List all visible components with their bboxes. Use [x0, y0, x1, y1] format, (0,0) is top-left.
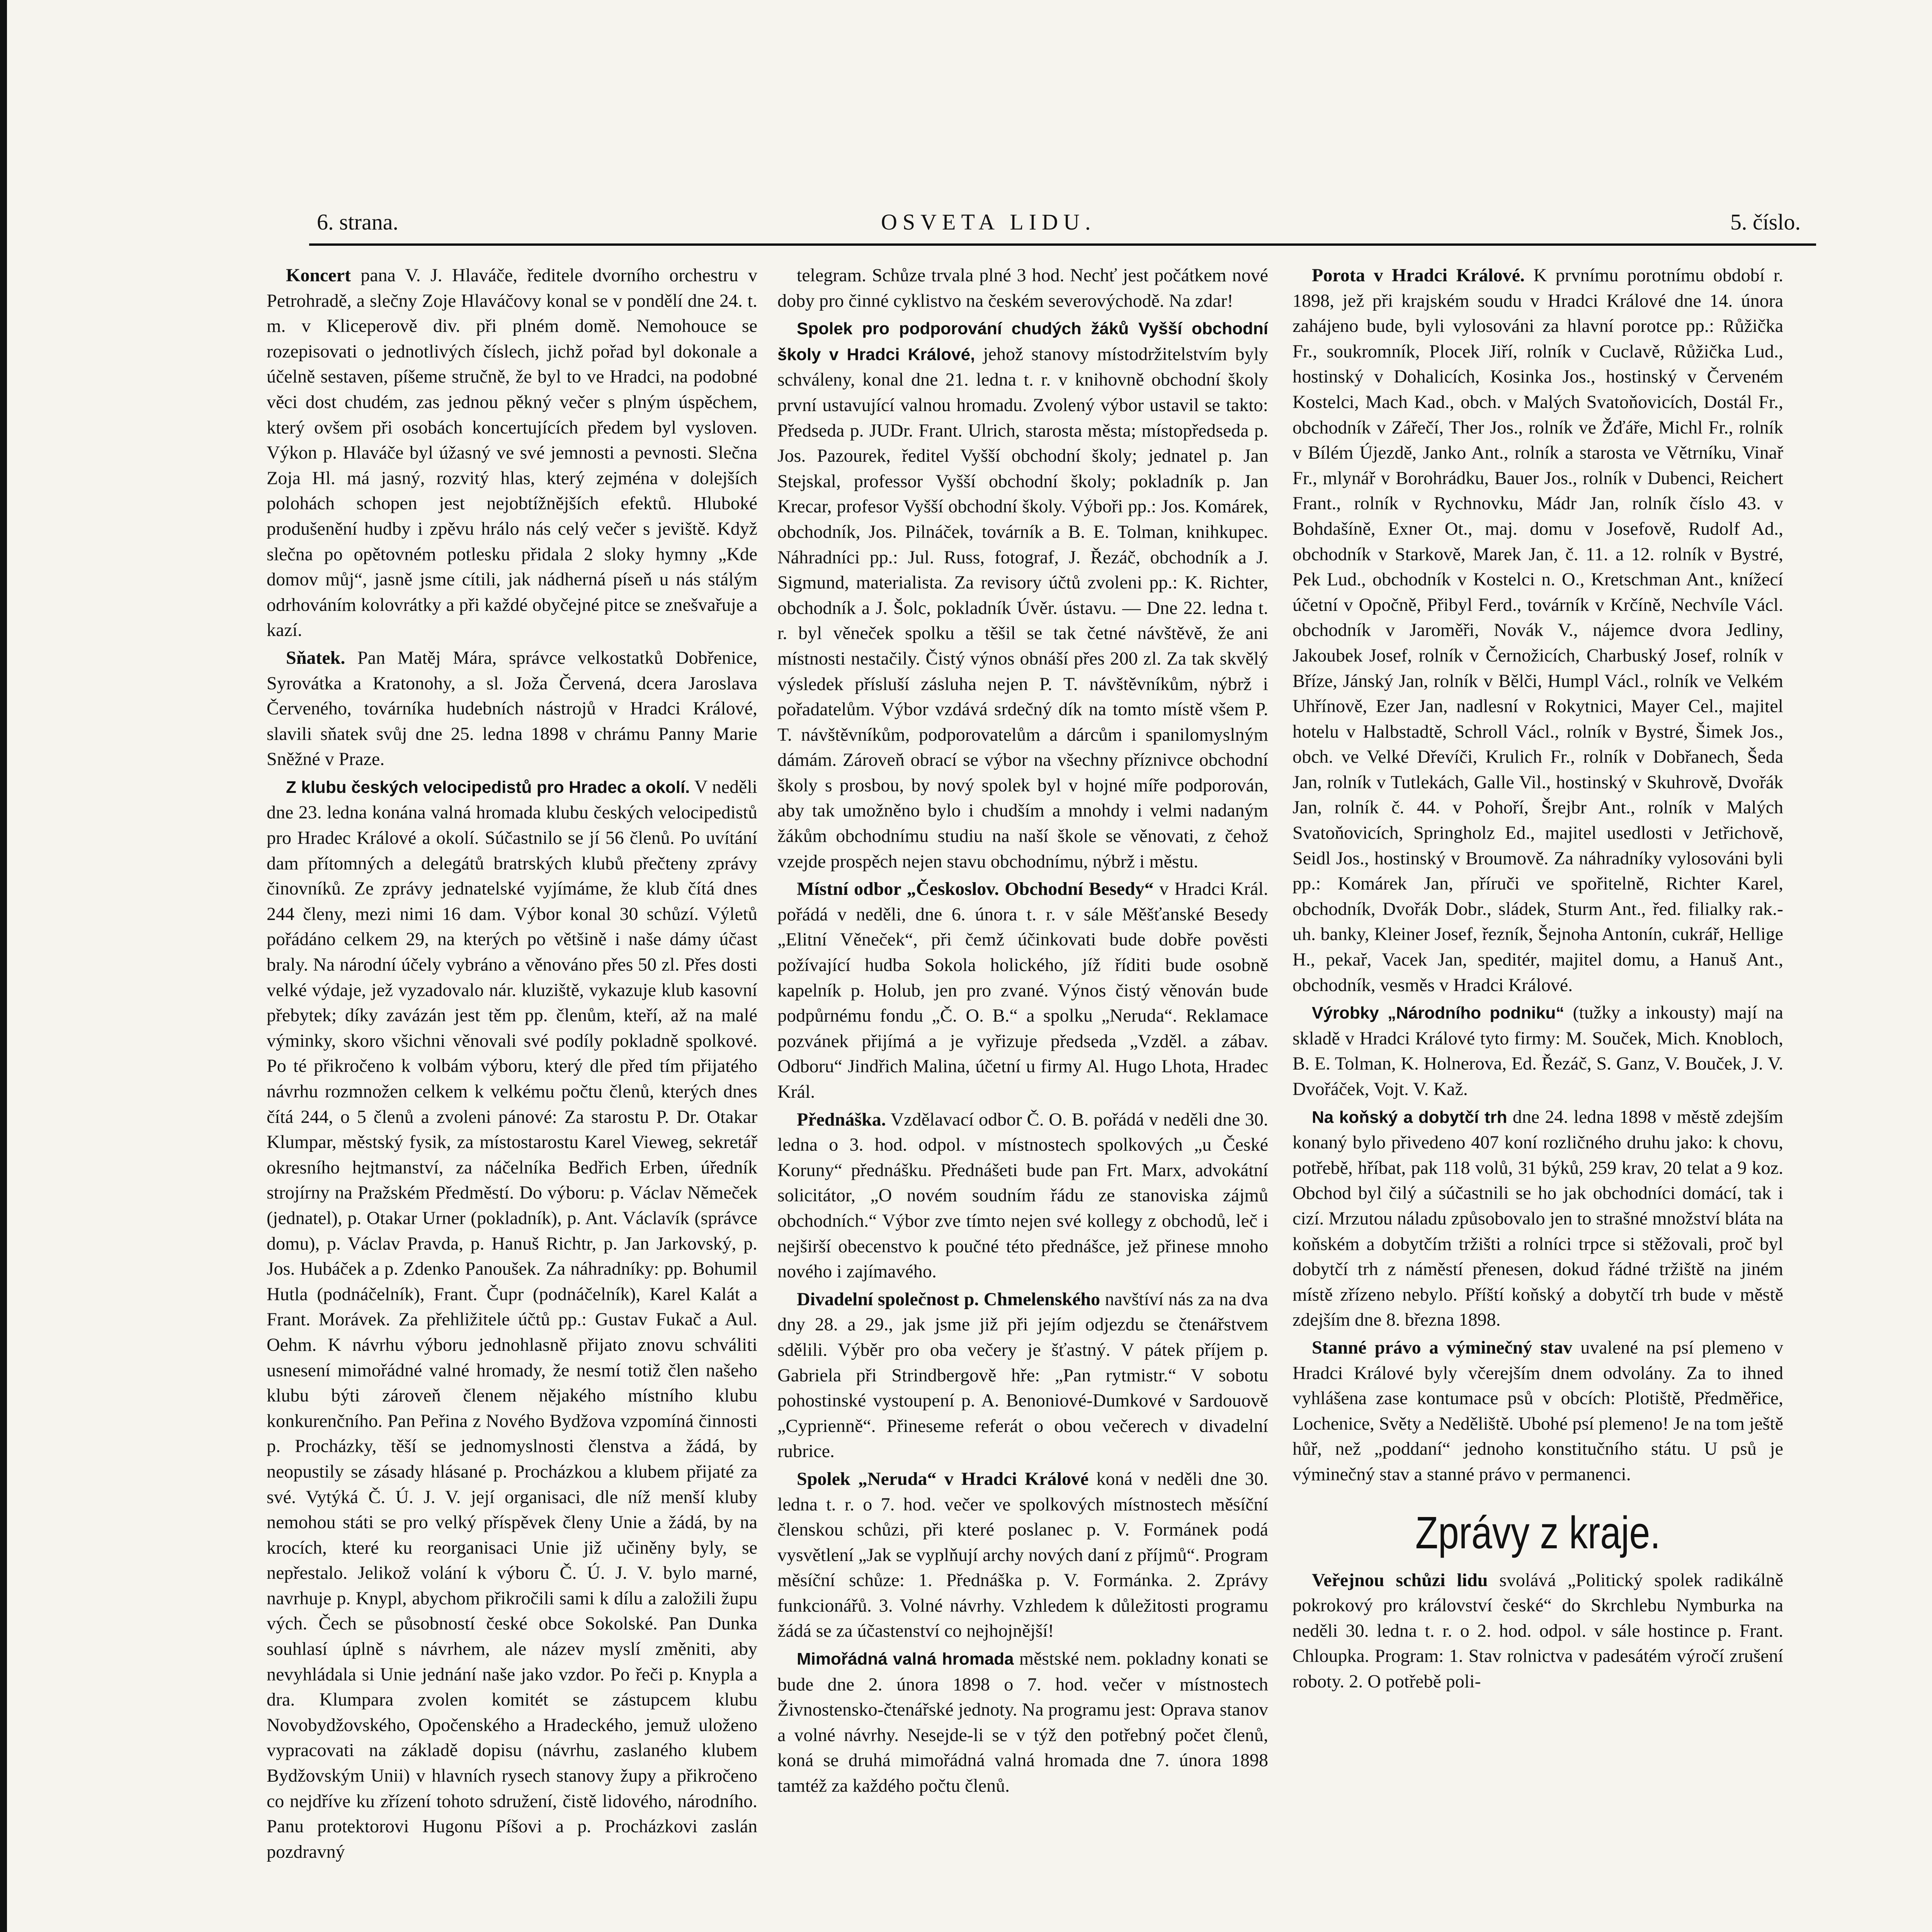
article-body: Vzdělavací odbor Č. O. B. pořádá v neděli dne 30. ledna o 3. hod. odpol. v místnostech spolkových „u České Koruny“ přednášku. Přednášeti bude pan Frt. Marx, advokátní solicitátor, „O novém soudním řádu ze stanoviska zájmů obchodních.“ Výbor zve tímto nejen své kollegy z obchodů, leč i nejširší obecenstvo k poučné této přednášce, jež přinese mnoho nového i zajímavého.	[777, 1109, 1268, 1282]
article-paragraph	[267, 645, 757, 772]
issue-number: 5. číslo.	[1730, 209, 1801, 235]
article-headline: Veřejnou schůzi lidu	[1312, 1570, 1488, 1590]
column-2	[777, 263, 1268, 1932]
newspaper-title: OSVETA LIDU.	[881, 209, 1096, 235]
article-headline: Spolek pro podporování chudých žáků Vyšší obchodní školy v Hradci Králové,	[777, 319, 1268, 364]
article-body: jehož stanovy místodržitelstvím byly schváleny, konal dne 21. ledna t. r. v knihovně obchodní školy první ustavující valnou hromadu. Zvolený výbor ustavil se takto: Předseda p. JUDr. Frant. Ulrich, starosta města; místopředseda p. Jos. Pazourek, ředitel Vyšší obchodní školy; jednatel p. Jan Stejskal, professor Vyšší obchodní školy; pokladník p. Jan Krecar, profesor Vyšší obchodní školy. Výboři pp.: Jos. Komárek, obchodník, Jos. Pilnáček, továrník a B. E. Tolman, knihkupec. Náhradníci pp.: Jul. Russ, fotograf, J. Řezáč, obchodník a J. Sigmund, materialista. Za revisory účtů zvoleni pp.: K. Richter, obchodník a J. Šolc, pokladník Úvěr. ústavu. — Dne 22. ledna t. r. byl věneček spolku a těšil se tak četné návštěvě, že ani místnosti nestačily. Čistý výnos obnáší přes 200 zl. Za tak skvělý výsledek přísluší zásluha nejen P. T. návštěvníkům, nýbrž i pořadatelům. Výbor vzdává srdečný dík na tomto místě všem P. T. návštěvníkům, podporovatelům a dárcům i spanilomyslným dámám. Zároveň obrací se výbor na všechny příznivce obchodní školy s prosbou, by nový spolek byl v hojné míře podporován, aby tak umožněno bylo i chudším a mnohdy i velmi nadaným žákům obchodnímu studiu na naší škole se věnovati, z čehož vzejde prospěch nejen stavu obchodnímu, nýbrž i městu.	[777, 344, 1268, 872]
article-paragraph	[267, 774, 757, 1865]
article-body: telegram. Schůze trvala plné 3 hod. Nechť jest počátkem nové doby pro činné cyklistvo na českém severovýchodě. Na zdar!	[777, 265, 1268, 311]
article-headline: Koncert	[286, 265, 351, 286]
article-body: svolává „Politický spolek radikálně pokrokový pro království české“ do Skrchlebu Nymburka na neděli 30. ledna t. r. o 2. hod. odpol. v sále hostince p. Frant. Chloupka. Program: 1. Stav rolnictva v padesátém výročí zrušení roboty. 2. O potřebě poli-	[1293, 1570, 1783, 1692]
article-body: navštíví nás za na dva dny 28. a 29., jak jsme již při jejím odjezdu se čtenářstvem sdělili. Výběr pro oba večery je šťastný. V pátek příjem p. Gabriela při Strindbergově hře: „Pan rytmistr.“ V sobotu pohostinské vystoupení p. A. Benoniové-Dumkové v Sardouově „Cyprienně“. Přineseme referát o obou večerech v divadelní rubrice.	[777, 1289, 1268, 1462]
article-paragraph	[777, 316, 1268, 874]
article-headline: Porota v Hradci Králové.	[1312, 265, 1525, 286]
article-body: v Hradci Král. pořádá v neděli, dne 6. února t. r. v sále Měšťanské Besedy „Elitní Věneček“, při čemž účinkovati bude dobře pověsti požívající hudba Sokola holického, jíž říditi bude osobně kapelník p. Holub, jen pro zvané. Výnos čistý věnován bude podpůrnému fondu „Č. O. B.“ a spolku „Neruda“. Reklamace pozvánek přijímá a je vyřizuje předseda „Vzděl. a zábav. Odboru“ Jindřich Malina, účetní u firmy Al. Hugo Lhota, Hradec Král.	[777, 879, 1268, 1102]
article-headline: Na koňský a dobytčí trh	[1312, 1107, 1507, 1127]
article-paragraph	[1293, 1335, 1783, 1487]
header-rule	[309, 243, 1816, 246]
article-headline: Výrobky „Národního podniku“	[1312, 1003, 1565, 1023]
column-3	[1293, 263, 1783, 1932]
article-paragraph	[777, 1287, 1268, 1464]
article-headline: Sňatek.	[286, 647, 345, 668]
article-body: Pan Matěj Mára, správce velkostatků Dobřenice, Syrovátka a Kratonohy, a sl. Joža Červená, dcera Jaroslava Červeného, továrníka hudebních nástrojů v Hradci Králové, slavili sňatek svůj dne 25. ledna 1898 v chrámu Panny Marie Sněžné v Praze.	[267, 647, 757, 770]
article-body: (tužky a inkousty) mají na skladě v Hradci Králové tyto firmy: M. Souček, Mich. Knobloch, B. E. Tolman, K. Holnerova, Ed. Řezáč, S. Ganz, V. Bouček, J. V. Dvořáček, Vojt. V. Kaž.	[1293, 1002, 1783, 1099]
article-paragraph	[777, 876, 1268, 1104]
article-paragraph	[267, 263, 757, 643]
article-headline: Spolek „Neruda“ v Hradci Králové	[797, 1468, 1089, 1489]
article-headline: Stanné právo a výminečný stav	[1312, 1337, 1573, 1358]
article-headline: Přednáška.	[797, 1109, 886, 1130]
article-headline: Mimořádná valná hromada	[797, 1650, 1014, 1669]
article-body: uvalené na psí plemeno v Hradci Králové byly včerejším dnem odvolány. Za to ihned vyhlášena zase kontumace psů v obcích: Plotiště, Předměřice, Lochenice, Světy a Neděliště. Ubohé psí plemeno! Je na tom ještě hůř, než „poddaní“ jednoho konstitučního státu. U psů je výminečný stav a stanné právo v permanenci.	[1293, 1337, 1783, 1485]
article-paragraph	[777, 1646, 1268, 1799]
article-headline: Divadelní společnost p. Chmelenského	[797, 1289, 1100, 1310]
article-paragraph	[777, 1466, 1268, 1644]
article-body: K prvnímu porotnímu období r. 1898, jež při krajském soudu v Hradci Králové dne 14. února zahájeno bude, byli vylosováni za hlavní porotce pp.: Růžička Fr., soukromník, Plocek Jiří, rolník v Cuclavě, Růžička Lud., hostinský v Dohalicích, Kosinka Jos., hostinský v Červeném Kostelci, Mach Kad., obch. v Malých Svatoňovicích, Dostál Fr., obchodník v Zářečí, Ther Jos., rolník ve Žďáře, Michl Fr., rolník v Bílém Újezdě, Janko Ant., rolník a starosta ve Větrníku, Vinař Fr., mlynář v Borohrádku, Bauer Jos., rolník v Dubenci, Reichert Frant., rolník v Rychnovku, Mádr Jan, rolník číslo 43. v Bohdašíně, Exner Ot., maj. domu v Josefově, Rudolf Ad., obchodník v Starkově, Marek Jan, č. 11. a 12. rolník v Bystré, Pek Lud., obchodník v Kostelci n. O., Kretschman Ant., knížecí účetní v Opočně, Přibyl Ferd., továrník v Krčíně, Nechvíle Václ. obchodník v Jaroměři, Novák V., nájemce dvora Jedliny, Jakoubek Josef, rolník v Černožicích, Charbuský Josef, rolník v Bříze, Jánský Jan, rolník v Bělči, Humpl Václ., rolník ve Velkém Uhřínově, Ezer Jan, nadlesní v Rokytnici, Mayer Cel., majitel hotelu v Halbstadtě, Schroll Václ., rolník v Bystré, Šimek Jos., obch. ve Velké Dřevíči, Krulich Fr., rolník v Dobřanech, Šeda Jan, rolník v Tutlekách, Galle Vil., hostinský v Skuhrově, Dvořák Jan, rolník č. 44. v Pohoří, Šrejbr Ant., rolník v Malých Svatoňovicích, Springholz Ed., majitel usedlosti v Jetřichově, Seidl Jos., hostinský v Broumově. Za náhradníky vylosováni byli pp.: Komárek Jan, příruči ve spořitelně, Richter Karel, obchodník, Dvořák Dobr., sládek, Sturm Ant., řed. filialky rak.-uh. banky, Kleiner Josef, řezník, Šejnoha Antonín, cukrář, Hellige H., pekař, Vacek Jan, speditér, majitel domu, a Hanuš Ant., obchodník, vesměs v Hradci Králové.	[1293, 265, 1783, 995]
page-number: 6. strana.	[317, 209, 398, 235]
article-paragraph	[1293, 1000, 1783, 1102]
article-headline: Místní odbor „Českoslov. Obchodní Besedy“	[797, 879, 1154, 900]
article-paragraph	[1293, 263, 1783, 998]
article-body: pana V. J. Hlaváče, ředitele dvorního orchestru v Petrohradě, a slečny Zoje Hlaváčovy konal se v pondělí dne 24. t. m. v Kliceperově div. při plném domě. Nemohouce se rozepisovati o jednotlivých číslech, jichž pořad byl dokonale a účelně sestaven, píšeme stručně, že byl to ve Hradci, na podobné věci dost chudém, zas jednou pěkný večer s plným úspěchem, který ovšem při osobách koncertujících předem byl vysloven. Výkon p. Hlaváče byl úžasný ve své jemnosti a pevnosti. Slečna Zoja Hl. má jasný, rozvitý hlas, který zejména v dolejších polohách schopen jest nejobtížnějších efektů. Hluboké produšenění hudby i zpěvu hrálo nás celý večer s jeviště. Když slečna po opětovném potlesku přidala 2 sloky hymny „Kde domov můj“, jasně jsme cítili, jak nádherná píseň u nás stálým odrhováním kolovrátky a při každé obyčejné pitce se znešvařuje a kazí.	[267, 265, 757, 641]
article-body: městské nem. pokladny konati se bude dne 2. února 1898 o 7. hod. večer v místnostech Živnostensko-čtenářské jednoty. Na programu jest: Oprava stanov a volné návrhy. Nesejde-li se v týž den potřebný počet členů, koná se druhá mimořádná valná hromada dne 7. února 1898 tamtéž za každého počtu členů.	[777, 1648, 1268, 1796]
section-heading: Zprávy z kraje.	[1415, 1507, 1661, 1558]
article-paragraph	[1293, 1104, 1783, 1333]
article-body: V neděli dne 23. ledna konána valná hromada klubu českých velocipedistů pro Hradec Králové a okolí. Súčastnilo se jí 56 členů. Po uvítání dam přítomných a delegátů bratrských klubů přečteny zprávy činovníků. Ze zprávy jednatelské vyjímáme, že klub čítá dnes 244 členy, mezi nimi 16 dam. Výbor konal 30 schůzí. Výletů pořádáno celkem 29, na kterých po většině i naše dámy účast braly. Na národní účely vybráno a věnováno přes 50 zl. Přes dosti velké výdaje, jež vyzadovalo nár. kluziště, vykazuje klub kasovní přebytek; díky zavázán jest těm pp. členům, kteří, až na malé výminky, skoro všichni věnovali své podíly pokladně spolkové. Po té přikročeno k volbám výboru, který dle před tím přijatého návrhu rozmnožen celkem k velkému počtu členů, kterých dnes čítá 244, o 5 členů a zvoleni pánové: Za starostu P. Dr. Otakar Klumpar, městský fysik, za místostarostu Karel Vieweg, sekretář okresního hejtmanství, za náčelníka Bedřich Erben, úředník strojírny na Pražském Předměstí. Do výboru: p. Václav Němeček (jednatel), p. Otakar Urner (pokladník), p. Ant. Václavík (správce domu), p. Václav Pravda, p. Hanuš Richtr, p. Jan Jarkovský, p. Jos. Hubáček a p. Zdenko Panoušek. Za náhradníky: pp. Bohumil Hutla (podnáčelník), Frant. Čupr (podnáčelník), Karel Kalát a Frant. Morávek. Za přehližitele účtů pp.: Gustav Fukač a Aul. Oehm. K návrhu výboru jednohlasně přijato znovu schváliti usnesení mimořádné valné hromady, že nesmí totiž člen našeho klubu býti zároveň členem nějakého místního klubu konkurenčního. Pan Peřina z Nového Bydžova vzpomíná činnosti p. Procházky, těší se jednomyslnosti členstva a žádá, by neopustily se zásady hlásané p. Procházkou a klubem přijaté za své. Vytýká Č. Ú. J. V. její organisaci, dle níž menší kluby nemohou státi se pro velký příspěvek členy Unie a žádá, by na krocích, které ku reorganisaci Unie již učiněny byly, se nepřestalo. Jelikož volání k výboru Č. Ú. J. V. bylo marné, navrhuje p. Knypl, abychom přikročili sami k dílu a založili župu vých. Čech se působností české obce Sokolské. Pan Dunka souhlasí úplně s návrhem, ale název myslí změniti, aby nevyhládala si Unie jednání naše jako vzdor. Po řeči p. Knypla a dra. Klumpara zvolen komitét se zástupcem klubu Novobydžovského, Opočenského a Hradeckého, jemuž uloženo vypracovati na základě dopisu (návrhu, zaslaného klubem Bydžovským Unii) v hlavních rysech stanovy župy a přikročeno co nejdříve ku zřízení tohoto sdružení, čistě lidového, národního. Panu protektorovi Hugonu Píšovi a p. Procházkovi zaslán pozdravný	[267, 776, 757, 1862]
scan-edge-left	[0, 0, 7, 1932]
article-headline: Z klubu českých velocipedistů pro Hradec a okolí.	[286, 777, 690, 797]
page-header	[317, 201, 1808, 243]
article-body: dne 24. ledna 1898 v městě zdejším konaný bylo přivedeno 407 koní rozličného druhu jako: k chovu, potřebě, hříbat, pak 118 volů, 31 býků, 259 krav, 20 telat a 9 koz. Obchod byl čilý a súčastnili se ho jak obchodníci domácí, tak i cizí. Mrzutou náladu způsobovalo jen to strašné množství bláta na koňském a dobytčím tržišti a rolníci trpce si stěžovali, proč byl dobytčí trh z náměstí přenesen, dokud řádné tržiště na jiném místě zřízeno nebylo. Příští koňský a dobytčí trh bude v městě zdejším dne 8. března 1898.	[1293, 1106, 1783, 1330]
article-paragraph	[777, 1107, 1268, 1284]
column-1	[267, 263, 757, 1932]
article-body: koná v neděli dne 30. ledna t. r. o 7. hod. večer ve spolkových místnostech měsíční členskou schůzi, při které poslanec p. V. Formánek podá vysvětlení „Jak se vyplňují archy nových daní z příjmů“. Program měsíční schůze: 1. Přednáška p. V. Formánka. 2. Zprávy funkcionářů. 3. Volné návrhy. Vzhledem k důležitosti programu žádá se za účastenství co nejhojnější!	[777, 1468, 1268, 1641]
article-paragraph	[1293, 1568, 1783, 1694]
article-paragraph	[777, 263, 1268, 313]
